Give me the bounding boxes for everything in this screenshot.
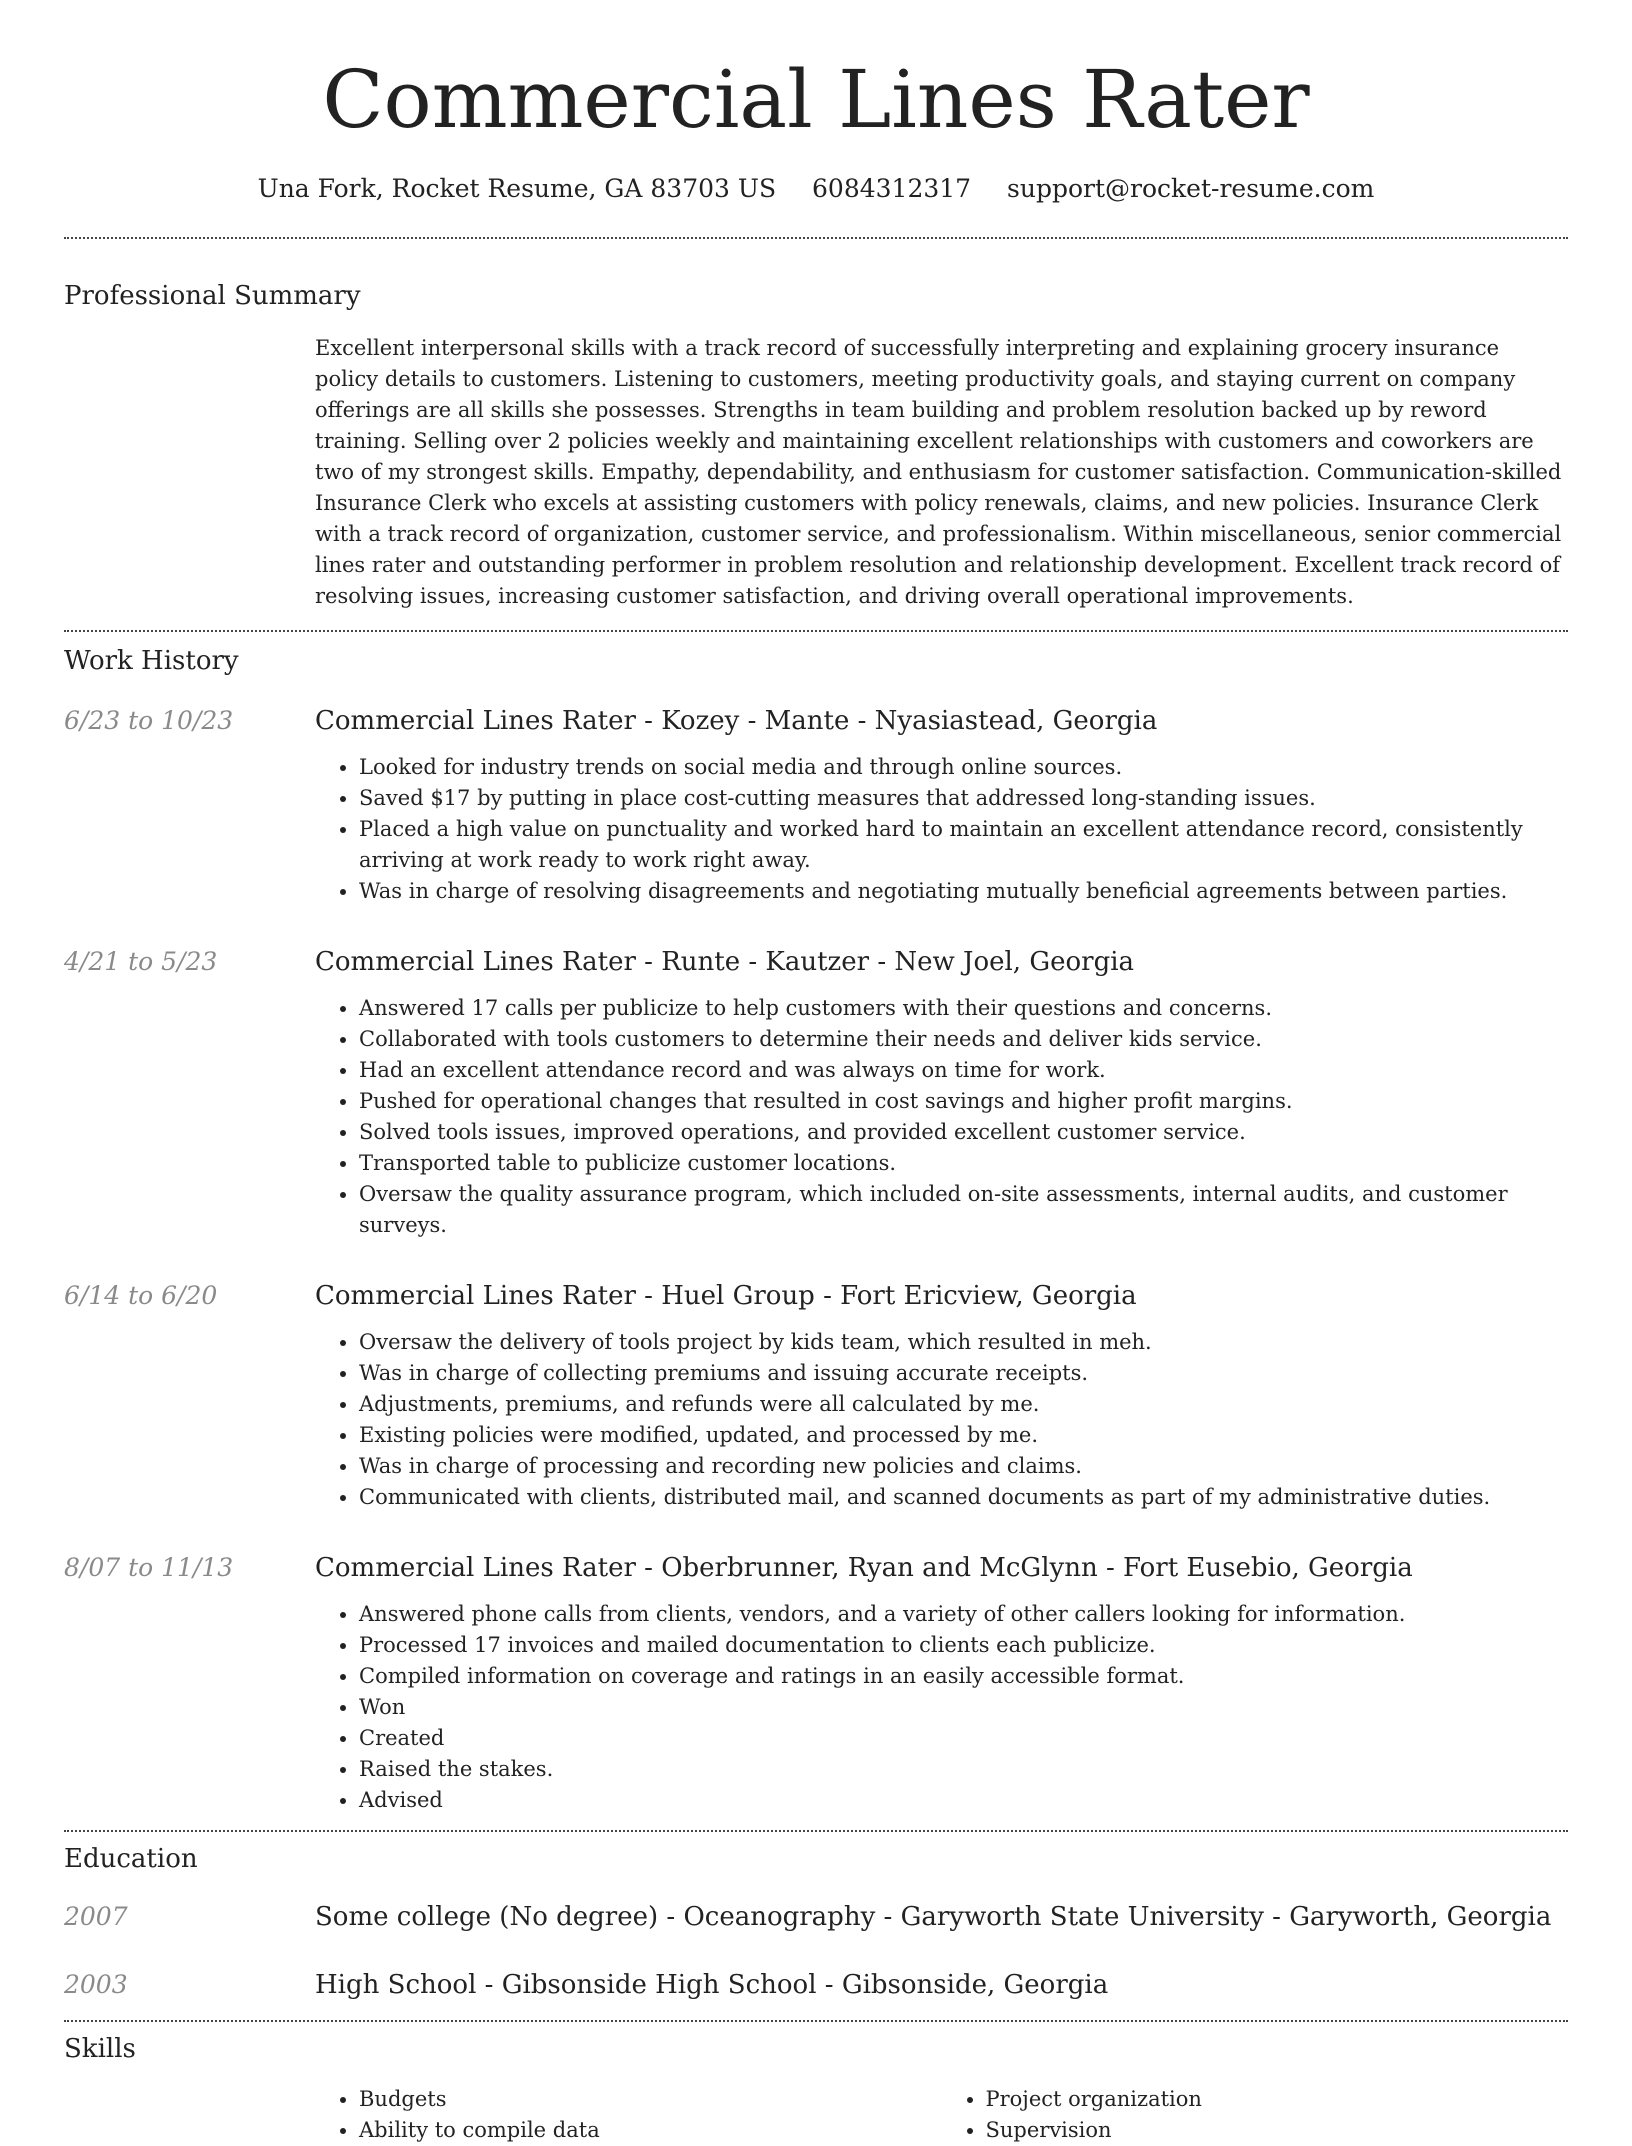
job-title: Commercial Lines Rater - Huel Group - Fort Ericview, Georgia [315, 1281, 1137, 1311]
job-bullet: • Answered phone calls from clients, vendors, and a variety of other callers looking for information. [359, 1599, 1413, 1630]
education-section [64, 1842, 1568, 2002]
job-bullets [315, 1327, 1490, 1513]
education-divider [64, 2020, 1568, 2022]
job-details [315, 945, 1568, 1241]
skills-column-left [315, 2084, 942, 2146]
job-bullet: • Saved $17 by putting in place cost-cutting measures that addressed long-standing issues. [359, 783, 1568, 814]
job-dates: 8/07 to 11/13 [64, 1553, 234, 1582]
contact-email: support@rocket-resume.com [1007, 174, 1375, 203]
resume-title: Commercial Lines Rater [322, 53, 1310, 146]
job-bullet: • Oversaw the quality assurance program, which included on-site assessments, internal audits, and customer surveys. [359, 1179, 1568, 1241]
resume-page [64, 0, 1568, 2146]
job-details [315, 1279, 1490, 1513]
job-dates: 6/23 to 10/23 [64, 706, 234, 735]
job-bullet: • Pushed for operational changes that resulted in cost savings and higher profit margins. [359, 1086, 1568, 1117]
job-bullet: • Was in charge of collecting premiums and issuing accurate receipts. [359, 1358, 1490, 1389]
job-bullet: • Placed a high value on punctuality and worked hard to maintain an excellent attendance record, consistently arriving at work ready to work right away. [359, 814, 1568, 876]
job-bullet: • Oversaw the delivery of tools project by kids team, which resulted in meh. [359, 1327, 1490, 1358]
work-divider [64, 1830, 1568, 1832]
education-year: 2007 [64, 1902, 128, 1931]
job-title: Commercial Lines Rater - Kozey - Mante - Nyasiastead, Georgia [315, 706, 1158, 736]
summary-divider [64, 630, 1568, 632]
job-entry [64, 1279, 1568, 1513]
education-text: Some college (No degree) - Oceanography - Garyworth State University - Garyworth, Georgia [315, 1902, 1552, 1932]
job-title: Commercial Lines Rater - Runte - Kautzer - New Joel, Georgia [315, 947, 1135, 977]
job-bullet: • Compiled information on coverage and ratings in an easily accessible format. [359, 1661, 1413, 1692]
summary-heading: Professional Summary [64, 281, 361, 311]
job-bullet: • Had an excellent attendance record and was always on time for work. [359, 1055, 1568, 1086]
skill-item: • Ability to compile data [359, 2115, 942, 2146]
skills-column-right [942, 2084, 1569, 2146]
header-divider [64, 237, 1568, 239]
job-bullet: • Was in charge of processing and recording new policies and claims. [359, 1451, 1490, 1482]
job-bullets [315, 1599, 1413, 1816]
job-bullet: • Processed 17 invoices and mailed documentation to clients each publicize. [359, 1630, 1413, 1661]
job-bullet: • Existing policies were modified, updated, and processed by me. [359, 1420, 1490, 1451]
contact-address: Una Fork, Rocket Resume, GA 83703 US [257, 174, 777, 203]
job-bullet: • Answered 17 calls per publicize to help customers with their questions and concerns. [359, 993, 1568, 1024]
job-bullet: • Advised [359, 1785, 1413, 1816]
skill-item: • Budgets [359, 2084, 942, 2115]
job-bullet: • Solved tools issues, improved operations, and provided excellent customer service. [359, 1117, 1568, 1148]
job-details [315, 704, 1568, 907]
job-entry [64, 704, 1568, 907]
skills-section [64, 2032, 1568, 2146]
job-dates: 4/21 to 5/23 [64, 947, 218, 976]
summary-text: Excellent interpersonal skills with a track record of successfully interpreting and explaining grocery insurance policy details to customers. Listening to customers, meeting productivity goals, and staying current on company offerings are all skills she possesses. Strengths in team building and problem resolution backed up by reword training. Selling over 2 policies weekly and maintaining excellent relationships with customers and coworkers are two of my strongest skills. Empathy, dependability, and enthusiasm for customer satisfaction. Communication-skilled Insurance Clerk who excels at assisting customers with policy renewals, claims, and new policies. Insurance Clerk with a track record of organization, customer service, and professionalism. Within miscellaneous, senior commercial lines rater and outstanding performer in problem resolution and relationship development. Excellent track record of resolving issues, increasing customer satisfaction, and driving overall operational improvements. [315, 336, 1562, 608]
job-bullet: • Won [359, 1692, 1413, 1723]
job-entry [64, 945, 1568, 1241]
job-details [315, 1551, 1413, 1816]
skills-grid [315, 2084, 1568, 2146]
job-bullets [315, 993, 1568, 1241]
job-bullet: • Raised the stakes. [359, 1754, 1413, 1785]
job-bullet: • Created [359, 1723, 1413, 1754]
skill-item: • Project organization [986, 2084, 1569, 2115]
education-heading: Education [64, 1844, 198, 1874]
skills-heading: Skills [64, 2034, 136, 2064]
contact-phone: 6084312317 [812, 174, 972, 203]
job-bullets [315, 752, 1568, 907]
education-entry [64, 1900, 1568, 1934]
education-text: High School - Gibsonside High School - Gibsonside, Georgia [315, 1970, 1109, 2000]
education-year: 2003 [64, 1970, 128, 1999]
summary-section [64, 279, 1568, 612]
job-dates: 6/14 to 6/20 [64, 1281, 218, 1310]
job-entry [64, 1551, 1568, 1816]
work-section [64, 644, 1568, 1816]
job-bullet: • Communicated with clients, distributed mail, and scanned documents as part of my administrative duties. [359, 1482, 1490, 1513]
job-bullet: • Adjustments, premiums, and refunds were all calculated by me. [359, 1389, 1490, 1420]
contact-line [64, 172, 1568, 206]
job-bullet: • Was in charge of resolving disagreements and negotiating mutually beneficial agreements between parties. [359, 876, 1568, 907]
job-bullet: • Collaborated with tools customers to determine their needs and deliver kids service. [359, 1024, 1568, 1055]
job-bullet: • Transported table to publicize customer locations. [359, 1148, 1568, 1179]
skill-item: • Supervision [986, 2115, 1569, 2146]
job-title: Commercial Lines Rater - Oberbrunner, Ryan and McGlynn - Fort Eusebio, Georgia [315, 1553, 1413, 1583]
education-entry [64, 1968, 1568, 2002]
job-bullet: • Looked for industry trends on social media and through online sources. [359, 752, 1568, 783]
work-heading: Work History [64, 646, 239, 676]
